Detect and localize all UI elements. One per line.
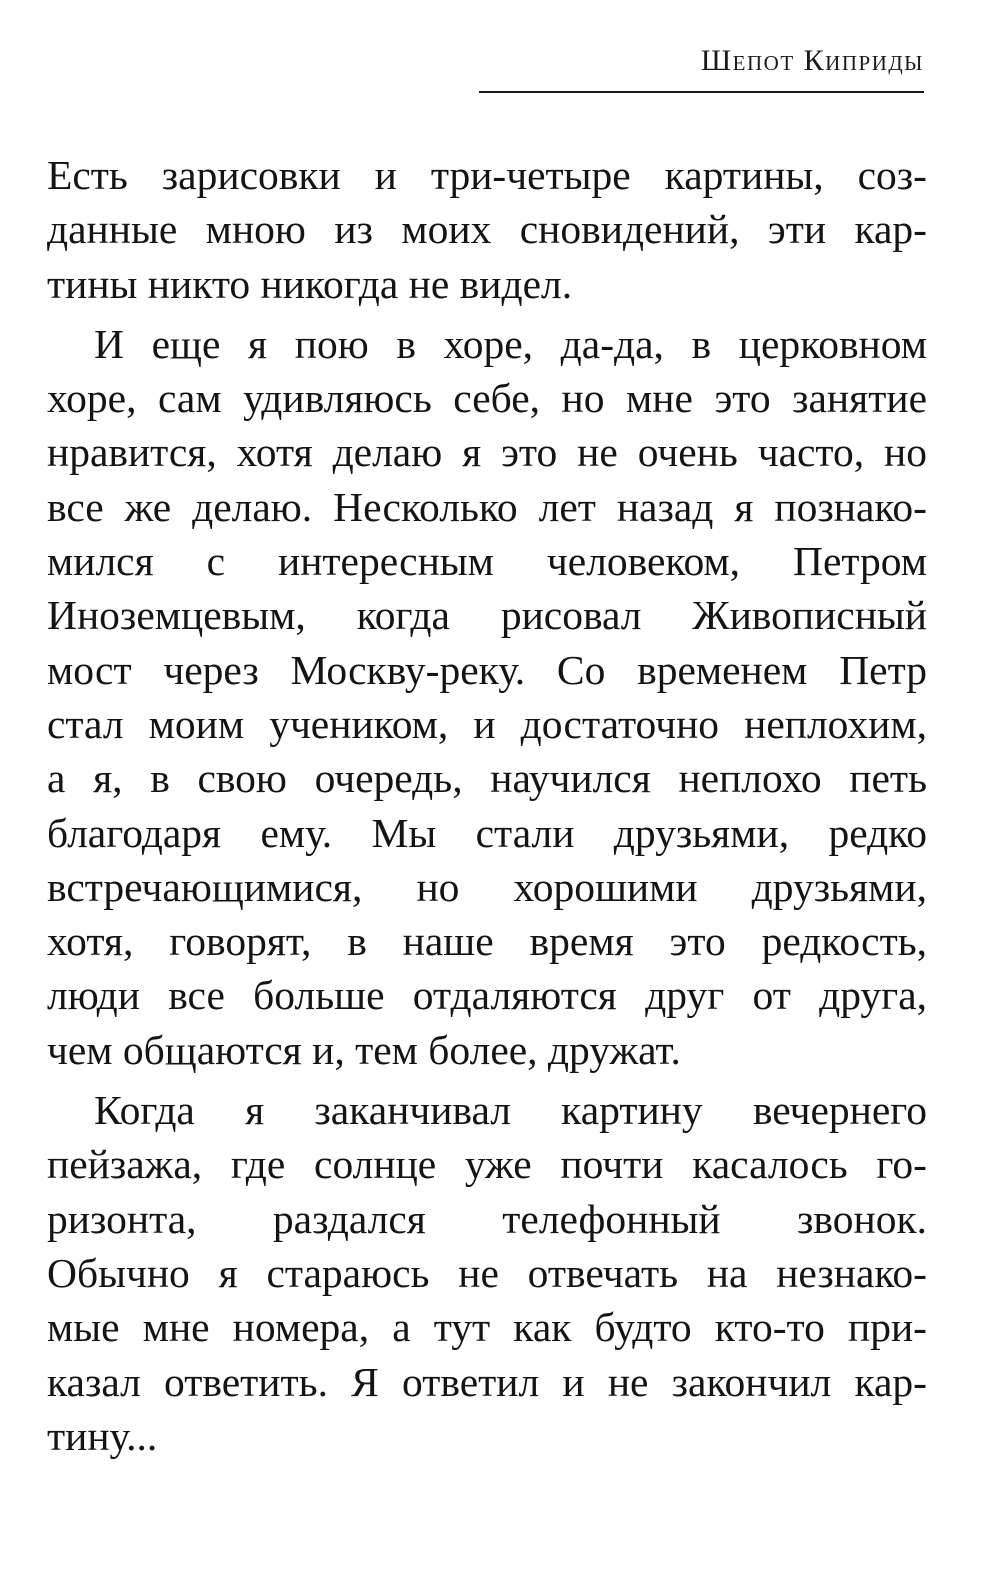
text-line: мился с интересным человеком, Петром bbox=[47, 538, 927, 585]
text-line: тины никто никогда не видел. bbox=[47, 260, 573, 307]
text-line: хотя, говорят, в наше время это редкость, bbox=[47, 918, 927, 965]
paragraph bbox=[47, 1083, 927, 1463]
text-line: люди все больше отдаляются друг от друга, bbox=[47, 972, 927, 1019]
text-line: ризонта, раздался телефонный звонок. bbox=[47, 1195, 927, 1242]
body-text bbox=[47, 148, 927, 1463]
paragraph bbox=[47, 317, 927, 1077]
text-line: стал моим учеником, и достаточно неплохим, bbox=[47, 700, 927, 747]
text-line: пейзажа, где солнце уже почти касалось го- bbox=[47, 1141, 927, 1188]
paragraph bbox=[47, 148, 927, 311]
text-line: мые мне номера, а тут как будто кто-то при- bbox=[47, 1304, 927, 1351]
text-line: И еще я пою в хоре, да-да, в церковном bbox=[94, 320, 927, 367]
text-line: хоре, сам удивляюсь себе, но мне это занятие bbox=[47, 375, 927, 422]
running-header: Шепот Киприды bbox=[700, 44, 924, 77]
text-line: данные мною из моих сновидений, эти кар- bbox=[47, 206, 927, 253]
text-line: Есть зарисовки и три-четыре картины, соз- bbox=[47, 152, 927, 198]
text-line: чем общаются и, тем более, дружат. bbox=[47, 1026, 681, 1073]
text-line: а я, в свою очередь, научился неплохо петь bbox=[47, 755, 927, 802]
header-rule bbox=[479, 91, 924, 93]
text-line: тину... bbox=[47, 1412, 158, 1459]
text-line: благодаря ему. Мы стали друзьями, редко bbox=[47, 809, 927, 856]
text-line: все же делаю. Несколько лет назад я познако- bbox=[47, 483, 927, 530]
text-line: Обычно я стараюсь не отвечать на незнако- bbox=[47, 1249, 927, 1296]
text-line: казал ответить. Я ответил и не закончил кар- bbox=[47, 1358, 927, 1405]
text-line: нравится, хотя делаю я это не очень часто, но bbox=[47, 429, 927, 476]
text-line: Иноземцевым, когда рисовал Живописный bbox=[47, 592, 927, 639]
text-line: мост через Москву-реку. Со временем Петр bbox=[47, 646, 927, 693]
text-line: Когда я заканчивал картину вечернего bbox=[94, 1087, 927, 1134]
text-line: встречающимися, но хорошими друзьями, bbox=[47, 863, 927, 910]
